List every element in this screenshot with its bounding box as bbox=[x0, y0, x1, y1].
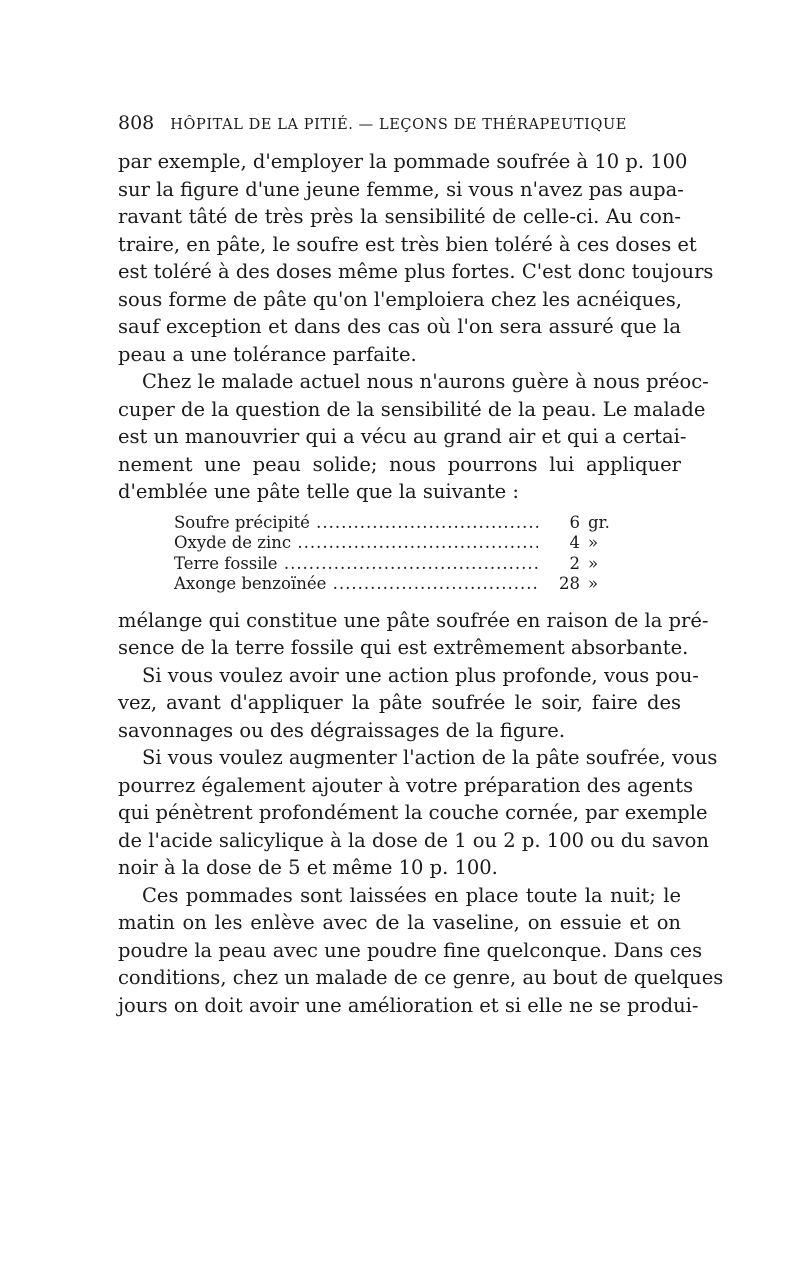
text-line: nement une peau solide; nous pourrons lui appliquer bbox=[118, 452, 681, 476]
text-line: sur la figure d'une jeune femme, si vous n'avez pas aupa- bbox=[118, 177, 684, 201]
paragraph bbox=[118, 744, 718, 882]
text-line: ravant tâté de très près la sensibilité de celle-ci. Au con- bbox=[118, 205, 681, 228]
ingredient-quantity: 6 bbox=[569, 512, 580, 532]
ingredient-name: Oxyde de zinc ..... bbox=[174, 533, 538, 554]
ingredient-name: Axonge benzoïnée ..... bbox=[174, 574, 538, 595]
text-line: mélange qui constitue une pâte soufrée en raison de la pré- bbox=[118, 608, 709, 632]
recipe-row bbox=[174, 533, 624, 554]
recipe-row bbox=[174, 554, 624, 575]
paragraph bbox=[118, 607, 709, 662]
text-line: traire, en pâte, le soufre est très bien toléré à ces doses et bbox=[118, 232, 697, 256]
page-header bbox=[118, 112, 681, 148]
text-line: qui pénètrent profondément la couche cornée, par exemple bbox=[118, 801, 708, 824]
paragraph bbox=[118, 662, 699, 745]
text-line: par exemple, d'employer la pommade soufrée à 10 p. 100 bbox=[118, 150, 688, 173]
ingredient-name: Soufre précipité ..... bbox=[174, 513, 538, 534]
text-line: est un manouvrier qui a vécu au grand air et qui a certai- bbox=[118, 425, 687, 448]
text-line: sence de la terre fossile qui est extrêmement absorbante. bbox=[118, 636, 689, 659]
page-number: 808 bbox=[118, 112, 155, 134]
text-line: d'emblée une pâte telle que la suivante : bbox=[118, 480, 519, 503]
text-line: sous forme de pâte qu'on l'emploiera chez les acnéiques, bbox=[118, 287, 682, 311]
text-line: sauf exception et dans des cas où l'on sera assuré que la bbox=[118, 315, 681, 338]
text-line: pourrez également ajouter à votre préparation des agents bbox=[118, 773, 694, 797]
text-line: cuper de la question de la sensibilité de la peau. Le malade bbox=[118, 397, 706, 421]
text-line: Ces pommades sont laissées en place toute la nuit; le bbox=[142, 883, 681, 907]
ingredient-quantity: 28 bbox=[559, 574, 580, 593]
text-line: peau a une tolérance parfaite. bbox=[118, 342, 417, 366]
paragraph bbox=[118, 368, 709, 506]
text-line: noir à la dose de 5 et même 10 p. 100. bbox=[118, 856, 498, 879]
ingredient-name: Terre fossile ..... bbox=[174, 554, 538, 575]
ingredient-quantity: 4 bbox=[569, 533, 580, 552]
book-page bbox=[118, 112, 724, 1019]
recipe-row bbox=[174, 513, 624, 534]
body-text bbox=[118, 148, 724, 1019]
text-line: est toléré à des doses même plus fortes. C'est donc toujours bbox=[118, 260, 714, 283]
text-line: savonnages ou des dégraissages de la figure. bbox=[118, 718, 566, 742]
ingredient-unit: » bbox=[588, 553, 599, 573]
paragraph bbox=[118, 882, 724, 1020]
recipe-row bbox=[174, 574, 624, 595]
text-line: de l'acide salicylique à la dose de 1 ou 2 p. 100 ou du savon bbox=[118, 828, 709, 852]
ingredient-unit: » bbox=[588, 533, 599, 552]
paragraph bbox=[118, 148, 714, 368]
text-line: vez, avant d'appliquer la pâte soufrée le soir, faire des bbox=[118, 691, 681, 714]
text-line: matin on les enlève avec de la vaseline, on essuie et on bbox=[118, 911, 681, 934]
ingredient-unit: gr. bbox=[588, 512, 610, 532]
text-line: jours on doit avoir une amélioration et si elle ne se produi- bbox=[118, 993, 699, 1017]
text-line: Chez le malade actuel nous n'aurons guère à nous préoc- bbox=[142, 370, 709, 393]
text-line: conditions, chez un malade de ce genre, au bout de quelques bbox=[118, 966, 724, 989]
recipe-formula bbox=[118, 513, 681, 595]
ingredient-unit: » bbox=[588, 574, 599, 593]
text-line: poudre la peau avec une poudre fine quelconque. Dans ces bbox=[118, 938, 703, 962]
running-head: HÔPITAL DE LA PITIÉ. — LEÇONS DE THÉRAPEUTIQUE bbox=[170, 117, 627, 133]
text-line: Si vous voulez avoir une action plus profonde, vous pou- bbox=[142, 663, 699, 687]
text-line: Si vous voulez augmenter l'action de la pâte soufrée, vous bbox=[142, 746, 718, 769]
ingredient-quantity: 2 bbox=[569, 553, 580, 573]
